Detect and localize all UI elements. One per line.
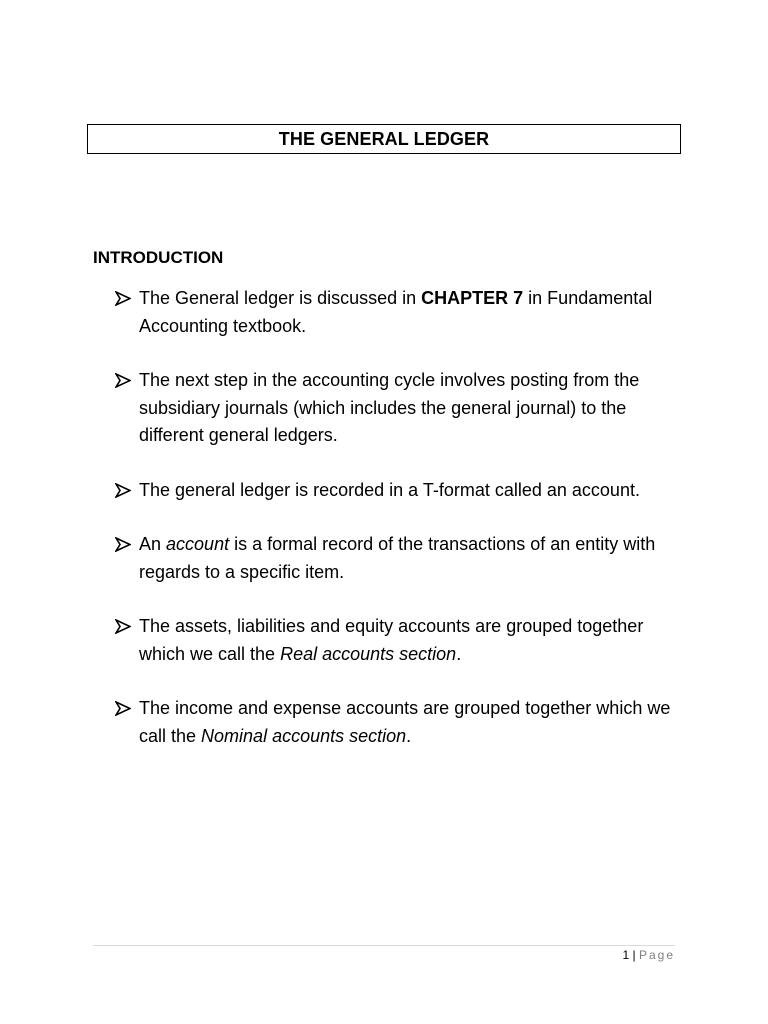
list-item <box>115 613 675 668</box>
bullet-text-pre: The assets, liabilities and equity accounts are grouped together which we call the <box>139 616 644 664</box>
bullet-text-post: . <box>406 725 412 746</box>
arrow-bullet-icon <box>115 613 133 641</box>
chapter-reference: CHAPTER 7 <box>421 288 524 308</box>
section-heading: INTRODUCTION <box>93 248 224 267</box>
arrow-bullet-icon <box>115 695 133 723</box>
list-item <box>115 695 675 750</box>
bullet-text-post: is a formal record of the transactions of an entity with regards to a specific item. <box>139 534 656 582</box>
bullet-text-post: . <box>456 643 462 664</box>
bullet-list <box>115 285 675 777</box>
page-separator: | <box>632 948 636 962</box>
list-item <box>115 531 675 586</box>
page-number: 1 <box>622 948 630 962</box>
arrow-bullet-icon <box>115 531 133 559</box>
arrow-bullet-icon <box>115 477 133 505</box>
list-item <box>115 477 675 505</box>
bullet-text: The general ledger is recorded in a T-format called an account. <box>139 479 640 500</box>
document-title: THE GENERAL LEDGER <box>278 128 490 149</box>
italic-term: account <box>166 534 230 554</box>
arrow-bullet-icon <box>115 367 133 395</box>
bullet-text-pre: An <box>139 534 167 554</box>
page-label: Page <box>638 948 675 962</box>
title-box <box>87 124 681 154</box>
bullet-text-pre: The income and expense accounts are grouped together which we call the <box>139 698 671 746</box>
italic-term: Real accounts section <box>280 643 457 664</box>
page-footer <box>622 948 675 962</box>
footer-divider <box>93 945 675 946</box>
italic-term: Nominal accounts section <box>201 725 407 746</box>
bullet-text-pre: The General ledger is discussed in <box>139 288 422 308</box>
arrow-bullet-icon <box>115 285 133 313</box>
bullet-text-post: in Fundamental Accounting textbook. <box>139 288 653 336</box>
list-item <box>115 285 675 340</box>
bullet-text: The next step in the accounting cycle involves posting from the subsidiary journals (which includes the general journal) to the different general ledgers. <box>139 370 640 445</box>
list-item <box>115 367 675 450</box>
